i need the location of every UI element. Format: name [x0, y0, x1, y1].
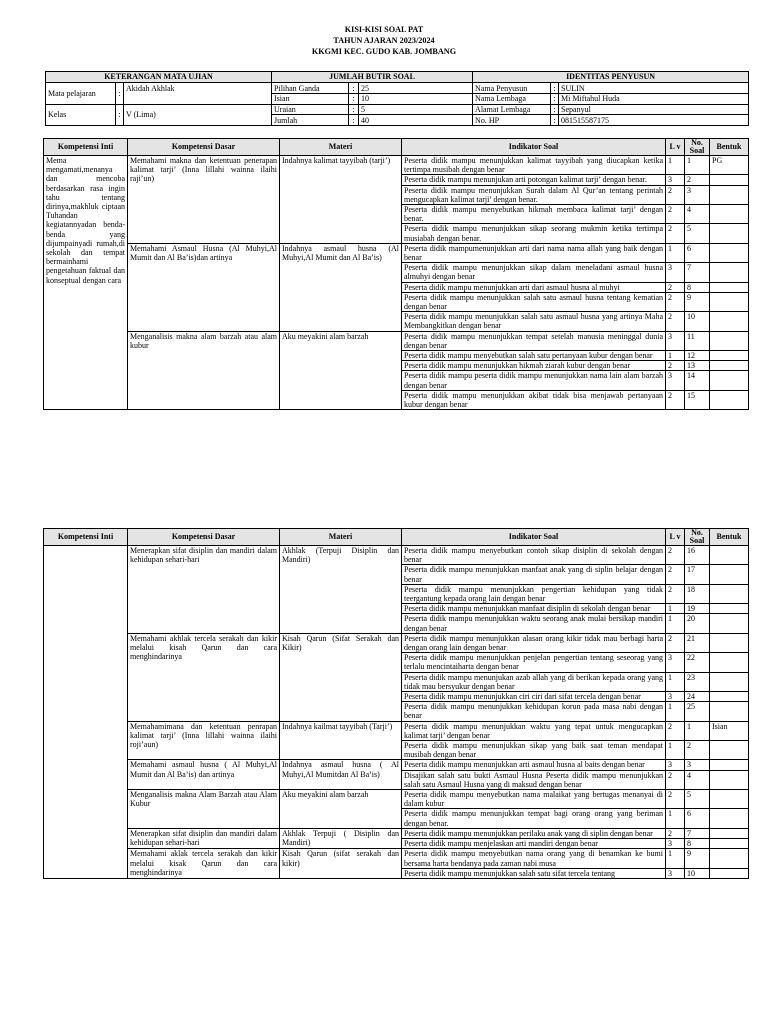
bentuk-cell	[710, 849, 749, 868]
no-soal-cell: 10	[685, 312, 710, 331]
no-soal-cell: 18	[685, 584, 710, 603]
indikator-cell: Peserta didik mampu menyebutkan contoh sikap disiplin di sekolah dengan benar	[402, 546, 666, 565]
indikator-cell: Peserta didik mampu menunjukkan alasan orang kikir tidak mau berbagi harta dengan orang lain dengan benar	[402, 633, 666, 652]
doc-subtitle-year: TAHUN AJARAN 2023/2024	[333, 36, 435, 45]
bentuk-cell: PG	[710, 156, 749, 175]
bentuk-cell	[710, 292, 749, 311]
bentuk-cell	[710, 809, 749, 828]
jumlah-value: 25	[359, 83, 473, 94]
colon: :	[551, 83, 559, 94]
kelas-value: V (Lima)	[124, 104, 272, 125]
level-cell: 2	[666, 770, 685, 789]
indikator-cell: Peserta didik mampu menunjukkan tempat bagi orang orang yang beriman dengan benar.	[402, 809, 666, 828]
bentuk-cell	[710, 205, 749, 224]
no-soal-cell: 20	[685, 614, 710, 633]
bentuk-cell	[710, 672, 749, 691]
materi-cell: Indahnya asmaul husna (Al Muhyi,Al Mumit dan Al Ba’is)	[280, 243, 402, 331]
table-row	[44, 633, 749, 652]
bentuk-cell	[710, 390, 749, 409]
bentuk-cell	[710, 828, 749, 838]
table-row	[44, 546, 749, 565]
level-cell: 1	[666, 351, 685, 361]
level-cell: 1	[666, 849, 685, 868]
level-cell: 2	[666, 205, 685, 224]
no-soal-cell: 5	[685, 790, 710, 809]
indikator-cell: Peserta didik mampu menunjukkan sikap dalam meneladani asmaul husna almuhyi dengan benar	[402, 263, 666, 282]
colon: :	[349, 115, 359, 126]
jumlah-value: 5	[359, 104, 473, 115]
col-indikator: Indikator Soal	[402, 139, 666, 156]
no-soal-cell: 10	[685, 868, 710, 878]
no-soal-cell: 13	[685, 361, 710, 371]
no-soal-cell: 21	[685, 633, 710, 652]
kompetensi-dasar-cell: Menerapkan sifat disiplin dan mandiri dalam kehidupan sehari-hari	[128, 546, 280, 634]
level-cell: 3	[666, 868, 685, 878]
keterangan-header: KETERANGAN MATA UJIAN	[46, 72, 272, 83]
bentuk-cell	[710, 702, 749, 721]
col-level: L v	[666, 139, 685, 156]
level-cell: 2	[666, 292, 685, 311]
kompetensi-inti-cell: Mema mengamati,menanya dan mencoba berdasarkan rasa ingin tahu tentang dirinya,makhluk ciptaan Tuhandan kegiatannyadan benda-benda yang dijumpainyadi rumah,di sekolah dan tempat bermainhami pengetahuan faktual dan konseptual dengan cara	[44, 156, 128, 410]
indikator-cell: Peserta didik mampu menunjukkan salah satu asmaul husna yang artinya Maha Membangkitkan dengan benar	[402, 312, 666, 331]
bentuk-cell	[710, 263, 749, 282]
doc-title: KISI-KISI SOAL PAT	[344, 25, 424, 34]
col-no-soal: No. Soal	[685, 529, 710, 546]
indikator-cell: Disajikan salah satu bukti Asmaul Husna Peserta didik mampu menunjukkan salah satu Asmaul Husna yang di maksud dengan benar	[402, 770, 666, 789]
indikator-cell: Peserta didik mampu menunjukkan manfaat anak yang di siplin belajar dengan benar	[402, 565, 666, 584]
col-indikator: Indikator Soal	[402, 529, 666, 546]
kompetensi-dasar-cell: Memahamimana dan ketentuan penrapan kalimat tarji’ (Inna lillahi wainna ilaihi roji’aun)	[128, 721, 280, 760]
no-soal-cell: 15	[685, 390, 710, 409]
level-cell: 1	[666, 243, 685, 262]
col-kompetensi-inti: Kompetensi Inti	[44, 529, 128, 546]
kompetensi-dasar-cell: Memahami makna dan ketentuan penerapan kalimat tarji’ (Inna lillahi wainna ilaihi raji’un)	[128, 156, 280, 244]
bentuk-cell	[710, 185, 749, 204]
indikator-cell: Peserta didik mampu peserta didik mampu menunjukkan nama lain alam barzah dengan benar	[402, 371, 666, 390]
indikator-cell: Peserta didik mampu menunjukkan salah satu sifat tercela tentang	[402, 868, 666, 878]
col-level: L v	[666, 529, 685, 546]
no-soal-cell: 9	[685, 292, 710, 311]
level-cell: 2	[666, 361, 685, 371]
materi-cell: Kisah Qarun (Sifat Serakah dan Kikir)	[280, 633, 402, 721]
materi-cell: Indahnya asmaul husna ( Al Muhyi,Al Mumitdan Al Ba’is)	[280, 760, 402, 790]
no-soal-cell: 8	[685, 839, 710, 849]
no-soal-cell: 25	[685, 702, 710, 721]
level-cell: 2	[666, 790, 685, 809]
no-soal-cell: 7	[685, 828, 710, 838]
bentuk-cell	[710, 692, 749, 702]
no-soal-cell: 4	[685, 205, 710, 224]
bentuk-cell	[710, 614, 749, 633]
table-row	[44, 721, 749, 740]
level-cell: 3	[666, 692, 685, 702]
mapel-label: Mata pelajaran	[46, 83, 116, 104]
level-cell: 2	[666, 633, 685, 652]
identitas-value: Mi Miftahul Huda	[559, 94, 749, 105]
level-cell: 3	[666, 263, 685, 282]
bentuk-cell	[710, 604, 749, 614]
materi-cell: Indahnya kailmat tayyibah (Tarji’)	[280, 721, 402, 760]
indikator-cell: Peserta didik mampu menunjukkan akibat tidak bisa menjawab pertanyaan kubur dengan benar	[402, 390, 666, 409]
indikator-cell: Peserta didik mampu menunjukkan ciri ciri dari sifat tercela dengan benar	[402, 692, 666, 702]
indikator-cell: Peserta didik mampu menunjukkan tempat setelah manusia meninggal dunia dengan benar	[402, 331, 666, 350]
indikator-cell: Peserta didik mampu menunjukkan sikap yang baik saat teman mendapat musibah dengan benar	[402, 741, 666, 760]
indikator-cell: Peserta didik mampu menunjukkan penjelan pengertian tentang seseorag yang terlalu mencintaiharta dengan benar	[402, 653, 666, 672]
no-soal-cell: 23	[685, 672, 710, 691]
col-materi: Materi	[280, 139, 402, 156]
indikator-cell: Peserta didik mampu menyebutkan nama malaikat yang bertugas menanyai di dalam kubur	[402, 790, 666, 809]
kompetensi-inti-cell	[44, 546, 128, 879]
level-cell: 3	[666, 175, 685, 185]
kompetensi-dasar-cell: Memahami Asmaul Husna (Al Muhyi,Al Mumit dan Al Ba’is)dan artinya	[128, 243, 280, 331]
bentuk-cell	[710, 790, 749, 809]
indikator-cell: Peserta didik mampu menunjukkan waktu yang tepat untuk mengucapkan kalimat tarji’ dengan benar	[402, 721, 666, 740]
jumlah-header: JUMLAH BUTIR SOAL	[272, 72, 473, 83]
identitas-label: No. HP	[473, 115, 551, 126]
no-soal-cell: 1	[685, 721, 710, 740]
col-kompetensi-inti: Kompetensi Inti	[44, 139, 128, 156]
identitas-header: IDENTITAS PENYUSUN	[473, 72, 749, 83]
no-soal-cell: 5	[685, 224, 710, 243]
bentuk-cell	[710, 282, 749, 292]
no-soal-cell: 1	[685, 156, 710, 175]
table-row	[44, 828, 749, 838]
table-row	[44, 243, 749, 262]
no-soal-cell: 24	[685, 692, 710, 702]
indikator-cell: Peserta didik mampu menunjukkan pengertian kehidupan yang tidak teergantung kepada orang lain dengan benar	[402, 584, 666, 603]
identitas-label: Nama Penyusun	[473, 83, 551, 94]
no-soal-cell: 6	[685, 243, 710, 262]
indikator-cell: Peserta didik mampu menunjukan arti potongan kalimat tarji’ dengan benar.	[402, 175, 666, 185]
kisi-table-1	[43, 138, 749, 410]
materi-cell: Indahnya kalimat tayyibah (tarji’)	[280, 156, 402, 244]
level-cell: 1	[666, 604, 685, 614]
indikator-cell: Peserta didik mampu menunjukan azab allah yang di berikan kepada orang yang tidak mau bersyukur dengan benar	[402, 672, 666, 691]
indikator-cell: Peserta didik mampu menunjukkan perilaku anak yang di siplin dengan benar	[402, 828, 666, 838]
col-bentuk: Bentuk	[710, 529, 749, 546]
level-cell: 1	[666, 702, 685, 721]
kompetensi-dasar-cell: Memahami asmaul husna ( Al Muhyi,Al Mumit dan Al Ba’is) dan artinya	[128, 760, 280, 790]
no-soal-cell: 3	[685, 185, 710, 204]
bentuk-cell	[710, 371, 749, 390]
level-cell: 2	[666, 282, 685, 292]
table-row	[44, 849, 749, 868]
no-soal-cell: 14	[685, 371, 710, 390]
identitas-value: 081515587175	[559, 115, 749, 126]
no-soal-cell: 6	[685, 809, 710, 828]
no-soal-cell: 16	[685, 546, 710, 565]
no-soal-cell: 8	[685, 282, 710, 292]
table-row	[44, 156, 749, 175]
level-cell: 2	[666, 312, 685, 331]
kompetensi-dasar-cell: Menganalisis makna alam barzah atau alam kubur	[128, 331, 280, 410]
bentuk-cell	[710, 243, 749, 262]
indikator-cell: Peserta didik mampu menunjukkan waktu seorang anak mulai bersikap mandiri dengan benar	[402, 614, 666, 633]
kompetensi-dasar-cell: Memahami akhlak tercela serakah dan kikir melalui kisah Qarun dan cara menghindarinya	[128, 633, 280, 721]
bentuk-cell	[710, 741, 749, 760]
bentuk-cell	[710, 633, 749, 652]
level-cell: 1	[666, 614, 685, 633]
indikator-cell: Peserta didik mampu menunjukkan arti asmaul husna al baits dengan benar	[402, 760, 666, 770]
colon: :	[116, 104, 124, 125]
table-row	[44, 760, 749, 770]
col-kompetensi-dasar: Kompetensi Dasar	[128, 529, 280, 546]
indikator-cell: Peserta didik mampu menyebutkan salah satu pertanyaan kubur dengan benar	[402, 351, 666, 361]
level-cell: 3	[666, 760, 685, 770]
indikator-cell: Peserta didik mampu menunjukkan kalimat tayyibah yang diucapkan ketika tertimpa musibah dengan benar	[402, 156, 666, 175]
bentuk-cell	[710, 760, 749, 770]
no-soal-cell: 4	[685, 770, 710, 789]
bentuk-cell: Isian	[710, 721, 749, 740]
bentuk-cell	[710, 312, 749, 331]
identitas-label: Alamat Lembaga	[473, 104, 551, 115]
kisi-table-2	[43, 528, 749, 879]
level-cell: 2	[666, 565, 685, 584]
no-soal-cell: 12	[685, 351, 710, 361]
no-soal-cell: 2	[685, 741, 710, 760]
indikator-cell: Peserta didik mampu menjelaskan arti mandiri dengan benar	[402, 839, 666, 849]
jumlah-value: 10	[359, 94, 473, 105]
info-table	[45, 71, 749, 126]
colon: :	[551, 94, 559, 105]
no-soal-cell: 11	[685, 331, 710, 350]
level-cell: 3	[666, 839, 685, 849]
indikator-cell: Peserta didik mampu menunjukkan kehidupan korun pada masa nabi dengan benar	[402, 702, 666, 721]
indikator-cell: Peserta didik mampu menunjukkan arti dari asmaul husna al muhyi	[402, 282, 666, 292]
bentuk-cell	[710, 175, 749, 185]
bentuk-cell	[710, 770, 749, 789]
jumlah-label: Isian	[272, 94, 349, 105]
level-cell: 3	[666, 371, 685, 390]
bentuk-cell	[710, 584, 749, 603]
kelas-label: Kelas	[46, 104, 116, 125]
col-bentuk: Bentuk	[710, 139, 749, 156]
level-cell: 1	[666, 672, 685, 691]
level-cell: 2	[666, 185, 685, 204]
level-cell: 1	[666, 741, 685, 760]
level-cell: 2	[666, 546, 685, 565]
colon: :	[116, 83, 124, 104]
bentuk-cell	[710, 351, 749, 361]
materi-cell: Akhlak (Terpuji Disiplin dan Mandiri)	[280, 546, 402, 634]
materi-cell: Akhlak Terpuji ( Disiplin dan Mandiri)	[280, 828, 402, 848]
level-cell: 2	[666, 390, 685, 409]
doc-subtitle-org: KKGMI KEC. GUDO KAB. JOMBANG	[311, 47, 457, 56]
no-soal-cell: 22	[685, 653, 710, 672]
indikator-cell: Peserta didik mampu menyebutkan hikmah membaca kalimat tarji’ dengan benar.	[402, 205, 666, 224]
no-soal-cell: 9	[685, 849, 710, 868]
materi-cell: Aku meyakini alam barzah	[280, 331, 402, 410]
bentuk-cell	[710, 565, 749, 584]
level-cell: 2	[666, 721, 685, 740]
materi-cell: Aku meyakini alam barzah	[280, 790, 402, 829]
indikator-cell: Peserta didik mampu menyebutkan nama orang yang di benamkan ke bumi bersama harta bendanya pada zaman nabi musa	[402, 849, 666, 868]
bentuk-cell	[710, 839, 749, 849]
colon: :	[349, 83, 359, 94]
level-cell: 3	[666, 653, 685, 672]
col-materi: Materi	[280, 529, 402, 546]
kompetensi-dasar-cell: Menerapkan sifat disiplin dan mandiri dalam kehidupan sehari-hari	[128, 828, 280, 848]
level-cell: 2	[666, 584, 685, 603]
no-soal-cell: 3	[685, 760, 710, 770]
jumlah-label: Pilihan Ganda	[272, 83, 349, 94]
level-cell: 1	[666, 156, 685, 175]
level-cell: 2	[666, 224, 685, 243]
identitas-value: SULIN	[559, 83, 749, 94]
indikator-cell: Peserta didik mampu menunjukkan sikap seorang mukmin ketika tertimpa musiabah dengan benar.	[402, 224, 666, 243]
indikator-cell: Peserta didik mampu menunjukkan manfaat disiplin di sekolah dengan benar	[402, 604, 666, 614]
table-row	[44, 790, 749, 809]
kompetensi-dasar-cell: Menganalisis makna Alam Barzah atau Alam Kubur	[128, 790, 280, 829]
col-no-soal: No. Soal	[685, 139, 710, 156]
indikator-cell: Peserta didik mampumenunjukkan arti dari nama nama allah yang baik dengan benar	[402, 243, 666, 262]
indikator-cell: Peserta didik mampu menunjukkan hikmah ziarah kubur dengan benar	[402, 361, 666, 371]
table-row	[44, 331, 749, 350]
no-soal-cell: 2	[685, 175, 710, 185]
kompetensi-dasar-cell: Memahami aklak tercela serakah dan kikir melalui kisak Qarun dan cara menghindarinya	[128, 849, 280, 879]
identitas-label: Nama Lembaga	[473, 94, 551, 105]
jumlah-label: Uraian	[272, 104, 349, 115]
bentuk-cell	[710, 361, 749, 371]
bentuk-cell	[710, 546, 749, 565]
no-soal-cell: 7	[685, 263, 710, 282]
identitas-value: Sepanyul	[559, 104, 749, 115]
jumlah-value: 40	[359, 115, 473, 126]
level-cell: 3	[666, 331, 685, 350]
mapel-value: Akidah Akhlak	[124, 83, 272, 104]
jumlah-label: Jumlah	[272, 115, 349, 126]
bentuk-cell	[710, 868, 749, 878]
indikator-cell: Peserta didik mampu menunjukkan salah satu asmaul husna tentang kematian dengan benar	[402, 292, 666, 311]
materi-cell: Kisah Qarun (sifat serakah dan kikir)	[280, 849, 402, 879]
colon: :	[349, 104, 359, 115]
bentuk-cell	[710, 331, 749, 350]
bentuk-cell	[710, 224, 749, 243]
col-kompetensi-dasar: Kompetensi Dasar	[128, 139, 280, 156]
no-soal-cell: 19	[685, 604, 710, 614]
colon: :	[551, 115, 559, 126]
indikator-cell: Peserta didik mampu menunjukkan Surah dalam Al Qur’an tentang perintah mengucapkan kalimat tarji’ dengan benar.	[402, 185, 666, 204]
no-soal-cell: 17	[685, 565, 710, 584]
level-cell: 2	[666, 828, 685, 838]
bentuk-cell	[710, 653, 749, 672]
colon: :	[349, 94, 359, 105]
colon: :	[551, 104, 559, 115]
level-cell: 1	[666, 809, 685, 828]
